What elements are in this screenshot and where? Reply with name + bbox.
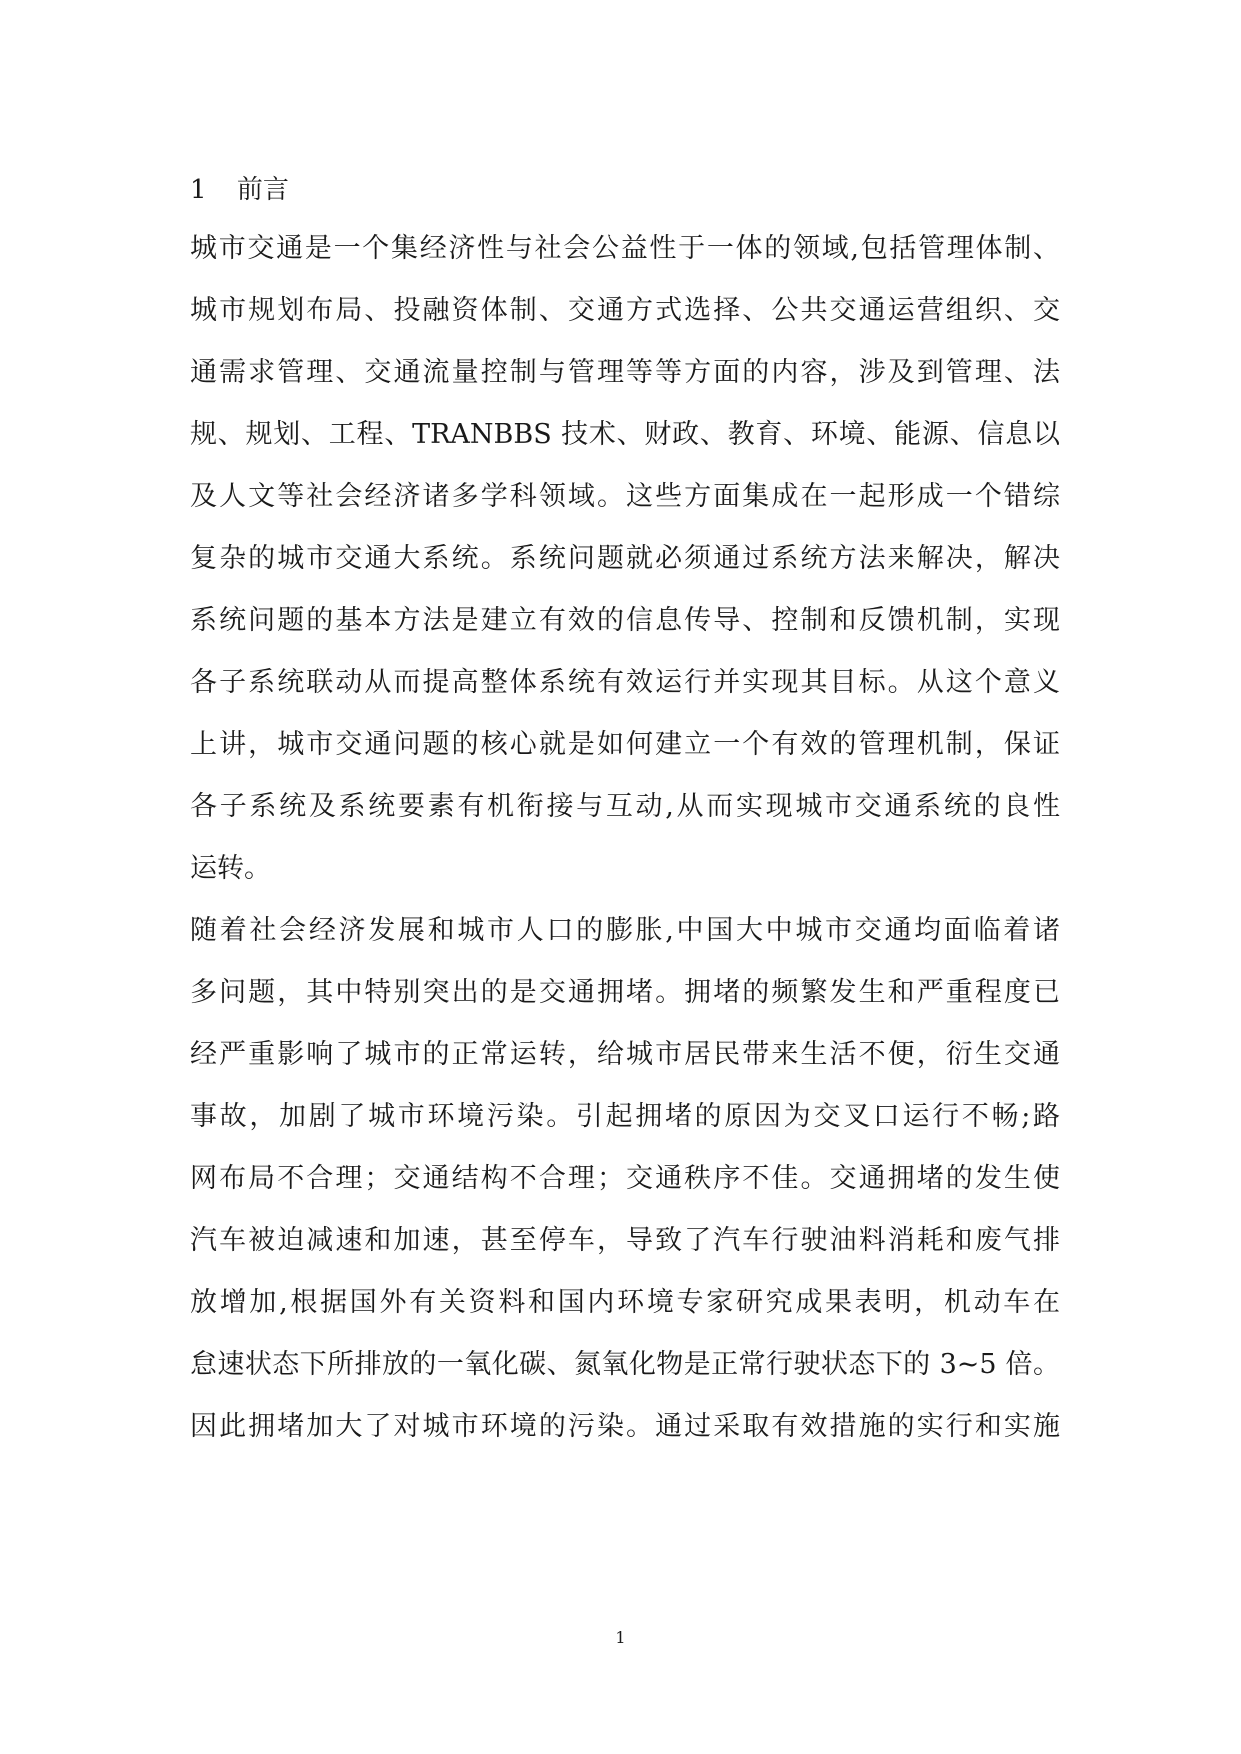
text-line: 事故，加剧了城市环境污染。引起拥堵的原因为交叉口运行不畅;路 <box>190 1101 1060 1132</box>
text-line: 放增加,根据国外有关资料和国内环境专家研究成果表明，机动车在 <box>190 1287 1060 1318</box>
section-title: 前言 <box>236 175 289 205</box>
text-line: 复杂的城市交通大系统。系统问题就必须通过系统方法来解决，解决 <box>190 543 1060 574</box>
text-line: 经严重影响了城市的正常运转，给城市居民带来生活不便，衍生交通 <box>190 1039 1060 1070</box>
text-line: 城市规划布局、投融资体制、交通方式选择、公共交通运营组织、交 <box>190 295 1060 326</box>
text-line: 城市交通是一个集经济性与社会公益性于一体的领域,包括管理体制、 <box>190 233 1060 264</box>
text-line: 怠速状态下所排放的一氧化碳、氮氧化物是正常行驶状态下的 3~5 倍。 <box>190 1349 1060 1380</box>
text-line: 上讲，城市交通问题的核心就是如何建立一个有效的管理机制，保证 <box>190 729 1060 760</box>
section-number: 1 <box>190 175 207 205</box>
text-line: 随着社会经济发展和城市人口的膨胀,中国大中城市交通均面临着诸 <box>190 915 1060 946</box>
text-line: 网布局不合理；交通结构不合理；交通秩序不佳。交通拥堵的发生使 <box>190 1163 1060 1194</box>
paragraph <box>190 218 1060 900</box>
text-line: 运转。 <box>190 853 271 884</box>
text-line: 多问题，其中特别突出的是交通拥堵。拥堵的频繁发生和严重程度已 <box>190 977 1060 1008</box>
section-heading <box>190 172 289 208</box>
text-line: 各子系统联动从而提高整体系统有效运行并实现其目标。从这个意义 <box>190 667 1060 698</box>
text-line: 通需求管理、交通流量控制与管理等等方面的内容，涉及到管理、法 <box>190 357 1060 388</box>
text-line: 系统问题的基本方法是建立有效的信息传导、控制和反馈机制，实现 <box>190 605 1060 636</box>
body-text <box>190 218 1060 1458</box>
text-line: 各子系统及系统要素有机衔接与互动,从而实现城市交通系统的良性 <box>190 791 1060 822</box>
text-line: 因此拥堵加大了对城市环境的污染。通过采取有效措施的实行和实施 <box>190 1411 1060 1442</box>
paragraph <box>190 900 1060 1458</box>
page-number: 1 <box>615 1628 626 1647</box>
text-line: 规、规划、工程、TRANBBS 技术、财政、教育、环境、能源、信息以 <box>190 419 1060 450</box>
text-line: 及人文等社会经济诸多学科领域。这些方面集成在一起形成一个错综 <box>190 481 1060 512</box>
text-line: 汽车被迫减速和加速，甚至停车，导致了汽车行驶油料消耗和废气排 <box>190 1225 1060 1256</box>
